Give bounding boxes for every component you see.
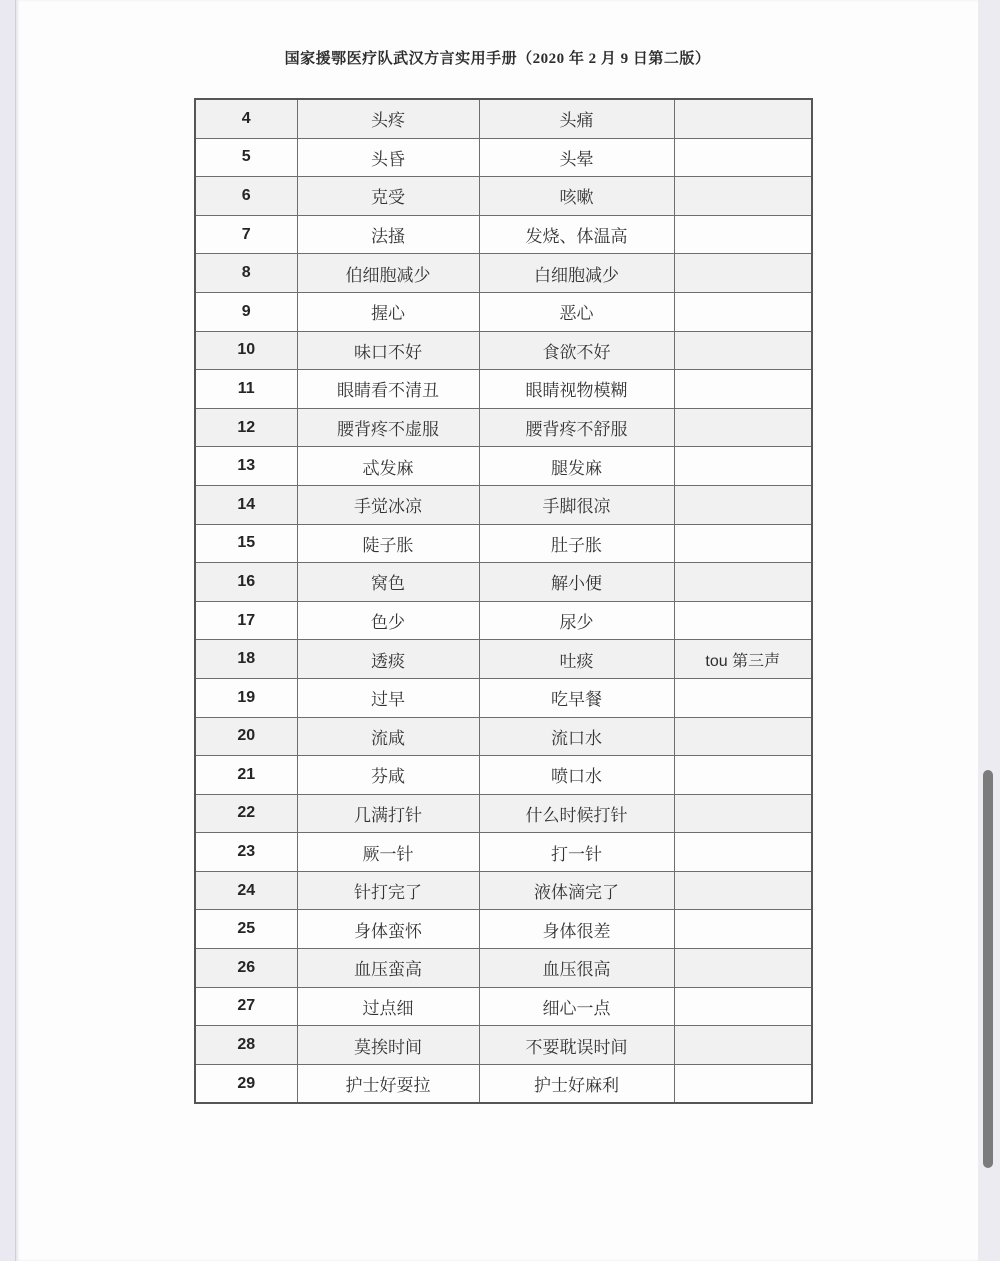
dialect-phrase-cell: 忒发麻 <box>297 447 479 486</box>
dialect-phrase-table <box>194 98 813 1104</box>
dialect-phrase-cell: 针打完了 <box>297 871 479 910</box>
mandarin-phrase-cell: 咳嗽 <box>479 177 674 216</box>
mandarin-phrase-cell: 白细胞减少 <box>479 254 674 293</box>
pronunciation-note-cell <box>674 678 812 717</box>
row-number-cell: 27 <box>195 987 297 1026</box>
row-number-cell: 21 <box>195 756 297 795</box>
table-row <box>195 871 812 910</box>
pronunciation-note-cell <box>674 794 812 833</box>
row-number-cell: 18 <box>195 640 297 679</box>
pronunciation-note-cell <box>674 1064 812 1103</box>
dialect-phrase-cell: 血压蛮高 <box>297 949 479 988</box>
table-row <box>195 833 812 872</box>
mandarin-phrase-cell: 吐痰 <box>479 640 674 679</box>
dialect-phrase-cell: 陡子胀 <box>297 524 479 563</box>
pronunciation-note-cell <box>674 331 812 370</box>
pronunciation-note-cell <box>674 177 812 216</box>
pronunciation-note-cell <box>674 563 812 602</box>
table-row <box>195 215 812 254</box>
mandarin-phrase-cell: 护士好麻利 <box>479 1064 674 1103</box>
row-number-cell: 10 <box>195 331 297 370</box>
table-row <box>195 678 812 717</box>
dialect-phrase-cell: 伯细胞减少 <box>297 254 479 293</box>
pronunciation-note-cell <box>674 524 812 563</box>
mandarin-phrase-cell: 液体滴完了 <box>479 871 674 910</box>
table-row <box>195 254 812 293</box>
table-row <box>195 640 812 679</box>
table-row <box>195 987 812 1026</box>
dialect-phrase-cell: 味口不好 <box>297 331 479 370</box>
pronunciation-note-cell <box>674 485 812 524</box>
row-number-cell: 12 <box>195 408 297 447</box>
mandarin-phrase-cell: 细心一点 <box>479 987 674 1026</box>
pronunciation-note-cell <box>674 99 812 138</box>
table-row <box>195 485 812 524</box>
mandarin-phrase-cell: 食欲不好 <box>479 331 674 370</box>
pronunciation-note-cell <box>674 601 812 640</box>
dialect-phrase-cell: 腰背疼不虚服 <box>297 408 479 447</box>
row-number-cell: 11 <box>195 370 297 409</box>
mandarin-phrase-cell: 打一针 <box>479 833 674 872</box>
mandarin-phrase-cell: 眼睛视物模糊 <box>479 370 674 409</box>
table-row <box>195 524 812 563</box>
mandarin-phrase-cell: 头痛 <box>479 99 674 138</box>
pronunciation-note-cell <box>674 138 812 177</box>
pronunciation-note-cell <box>674 1026 812 1065</box>
mandarin-phrase-cell: 不要耽误时间 <box>479 1026 674 1065</box>
pronunciation-note-cell: tou 第三声 <box>674 640 812 679</box>
row-number-cell: 26 <box>195 949 297 988</box>
dialect-phrase-cell: 厥一针 <box>297 833 479 872</box>
pronunciation-note-cell <box>674 254 812 293</box>
dialect-phrase-cell: 手觉冰凉 <box>297 485 479 524</box>
table-row <box>195 447 812 486</box>
row-number-cell: 19 <box>195 678 297 717</box>
dialect-phrase-cell: 过点细 <box>297 987 479 1026</box>
pronunciation-note-cell <box>674 370 812 409</box>
table-row <box>195 563 812 602</box>
mandarin-phrase-cell: 流口水 <box>479 717 674 756</box>
row-number-cell: 14 <box>195 485 297 524</box>
row-number-cell: 4 <box>195 99 297 138</box>
pronunciation-note-cell <box>674 949 812 988</box>
row-number-cell: 24 <box>195 871 297 910</box>
mandarin-phrase-cell: 解小便 <box>479 563 674 602</box>
row-number-cell: 17 <box>195 601 297 640</box>
mandarin-phrase-cell: 什么时候打针 <box>479 794 674 833</box>
pronunciation-note-cell <box>674 717 812 756</box>
pronunciation-note-cell <box>674 833 812 872</box>
pronunciation-note-cell <box>674 215 812 254</box>
pronunciation-note-cell <box>674 987 812 1026</box>
mandarin-phrase-cell: 腰背疼不舒服 <box>479 408 674 447</box>
dialect-phrase-cell: 窝色 <box>297 563 479 602</box>
mandarin-phrase-cell: 喷口水 <box>479 756 674 795</box>
table-row <box>195 1026 812 1065</box>
dialect-phrase-cell: 克受 <box>297 177 479 216</box>
row-number-cell: 28 <box>195 1026 297 1065</box>
dialect-phrase-cell: 握心 <box>297 292 479 331</box>
row-number-cell: 25 <box>195 910 297 949</box>
mandarin-phrase-cell: 发烧、体温高 <box>479 215 674 254</box>
row-number-cell: 29 <box>195 1064 297 1103</box>
row-number-cell: 9 <box>195 292 297 331</box>
row-number-cell: 8 <box>195 254 297 293</box>
row-number-cell: 5 <box>195 138 297 177</box>
mandarin-phrase-cell: 头晕 <box>479 138 674 177</box>
table-row <box>195 601 812 640</box>
dialect-phrase-cell: 透痰 <box>297 640 479 679</box>
dialect-phrase-cell: 色少 <box>297 601 479 640</box>
row-number-cell: 13 <box>195 447 297 486</box>
dialect-phrase-cell: 头昏 <box>297 138 479 177</box>
table-row <box>195 370 812 409</box>
pronunciation-note-cell <box>674 292 812 331</box>
pronunciation-note-cell <box>674 408 812 447</box>
row-number-cell: 22 <box>195 794 297 833</box>
table-row <box>195 756 812 795</box>
row-number-cell: 20 <box>195 717 297 756</box>
dialect-phrase-cell: 护士好耍拉 <box>297 1064 479 1103</box>
table-row <box>195 99 812 138</box>
dialect-phrase-cell: 莫挨时间 <box>297 1026 479 1065</box>
mandarin-phrase-cell: 腿发麻 <box>479 447 674 486</box>
dialect-phrase-cell: 法搔 <box>297 215 479 254</box>
row-number-cell: 7 <box>195 215 297 254</box>
dialect-phrase-cell: 头疼 <box>297 99 479 138</box>
table-row <box>195 408 812 447</box>
table-row <box>195 292 812 331</box>
table-row <box>195 331 812 370</box>
table-row <box>195 910 812 949</box>
mandarin-phrase-cell: 血压很高 <box>479 949 674 988</box>
dialect-phrase-cell: 过早 <box>297 678 479 717</box>
table-row <box>195 794 812 833</box>
mandarin-phrase-cell: 肚子胀 <box>479 524 674 563</box>
dialect-phrase-cell: 身体蛮怀 <box>297 910 479 949</box>
document-page <box>15 0 979 1261</box>
mandarin-phrase-cell: 身体很差 <box>479 910 674 949</box>
dialect-phrase-cell: 芬咸 <box>297 756 479 795</box>
mandarin-phrase-cell: 尿少 <box>479 601 674 640</box>
dialect-phrase-cell: 流咸 <box>297 717 479 756</box>
mandarin-phrase-cell: 吃早餐 <box>479 678 674 717</box>
scrollbar-track[interactable] <box>978 0 1000 1261</box>
pronunciation-note-cell <box>674 871 812 910</box>
table-row <box>195 1064 812 1103</box>
dialect-phrase-cell: 几满打针 <box>297 794 479 833</box>
row-number-cell: 6 <box>195 177 297 216</box>
table-row <box>195 177 812 216</box>
row-number-cell: 15 <box>195 524 297 563</box>
pronunciation-note-cell <box>674 447 812 486</box>
dialect-phrase-cell: 眼睛看不清丑 <box>297 370 479 409</box>
scrollbar-thumb[interactable] <box>983 770 993 1168</box>
mandarin-phrase-cell: 恶心 <box>479 292 674 331</box>
pronunciation-note-cell <box>674 756 812 795</box>
table-row <box>195 949 812 988</box>
table-row <box>195 138 812 177</box>
mandarin-phrase-cell: 手脚很凉 <box>479 485 674 524</box>
pronunciation-note-cell <box>674 910 812 949</box>
document-title: 国家援鄂医疗队武汉方言实用手册（2020 年 2 月 9 日第二版） <box>284 51 711 67</box>
row-number-cell: 16 <box>195 563 297 602</box>
row-number-cell: 23 <box>195 833 297 872</box>
table-row <box>195 717 812 756</box>
